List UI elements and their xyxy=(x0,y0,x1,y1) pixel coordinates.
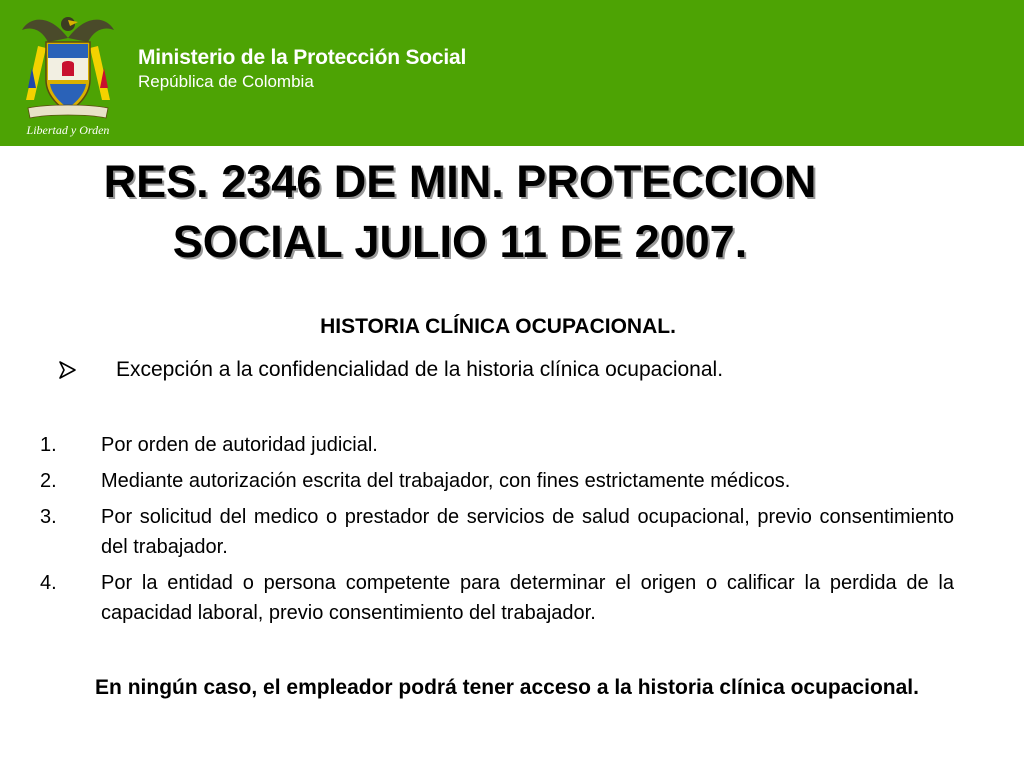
list-item-text: Mediante autorización escrita del trabajador, con fines estrictamente médicos. xyxy=(101,470,791,492)
section-heading: HISTORIA CLÍNICA OCUPACIONAL. xyxy=(320,315,676,338)
closing-statement: En ningún caso, el empleador podrá tener acceso a la historia clínica ocupacional. xyxy=(95,676,919,699)
slide-title xyxy=(0,152,920,272)
list-item-text: Por solicitud del medico o prestador de servicios de salud ocupacional, previo consentimiento del trabajador. xyxy=(101,506,954,558)
list-item xyxy=(40,430,954,460)
bullet-text: Excepción a la confidencialidad de la historia clínica ocupacional. xyxy=(116,358,724,381)
crest-motto: Libertad y Orden xyxy=(26,123,110,137)
list-number: 1. xyxy=(40,434,57,456)
colombia-coat-of-arms-icon xyxy=(18,8,118,138)
list-item-text: Por la entidad o persona competente para determinar el origen o calificar la perdida de la capacidad laboral, previo consentimiento del trabajador. xyxy=(101,572,954,624)
list-number: 3. xyxy=(40,506,57,528)
title-line-1: RES. 2346 DE MIN. PROTECCION xyxy=(103,156,817,207)
header-banner xyxy=(0,0,1024,146)
numbered-list xyxy=(40,430,954,634)
title-line-2: SOCIAL JULIO 11 DE 2007. xyxy=(172,216,748,267)
list-number: 2. xyxy=(40,470,57,492)
ministry-block xyxy=(138,45,466,93)
ministry-name: Ministerio de la Protección Social xyxy=(138,46,467,69)
country-name: República de Colombia xyxy=(138,72,314,91)
list-item-text: Por orden de autoridad judicial. xyxy=(101,434,378,456)
list-item xyxy=(40,568,954,628)
list-number: 4. xyxy=(40,572,57,594)
arrow-bullet-icon xyxy=(58,355,78,385)
list-item xyxy=(40,466,954,496)
list-item xyxy=(40,502,954,562)
